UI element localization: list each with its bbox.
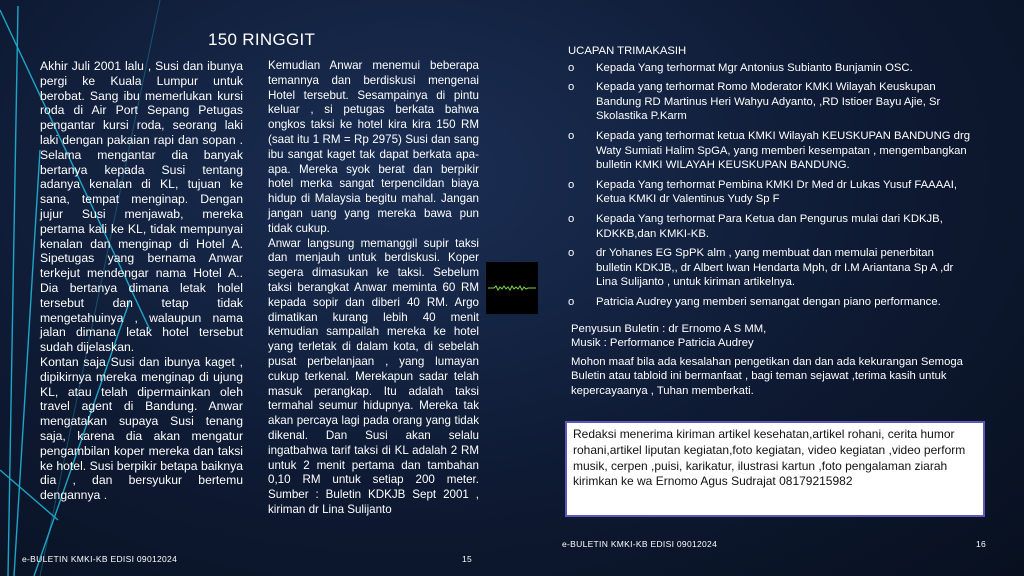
thanks-list [568,61,972,310]
list-item: o Kepada yang terhormat ketua KMKI Wilayah KEUSKUPAN BANDUNG drg Waty Sumiati Halim SpGA, yang memberi kesempatan , mengembangkan bulletin KMKI WILAYAH KEUSKUPAN BANDUNG. [568,129,970,172]
bullet: o [568,61,575,74]
page-number-left: 15 [462,554,473,564]
bullet: o [568,81,575,94]
compiler-credit: Penyusun Buletin : dr Ernomo A S MM, [571,322,767,335]
music-credit: Musik : Performance Patricia Audrey [571,337,754,350]
list-item: o Kepada Yang terhormat Para Ketua dan Pengurus mulai dari KDKJB, KDKKB,dan KMKI-KB. [568,212,943,240]
list-item: o Kepada yang terhormat Romo Moderator KMKI Wilayah Keuskupan Bandung RD Martinus Heri Wahyu Adyanto, ,RD Istioer Bayu Ajie, Sr Skolastika P.Karm [568,81,941,123]
list-item: o Patricia Audrey yang memberi semangat dengan piano performance. [568,295,941,308]
article-column-1 [40,59,243,503]
closing-note: Mohon maaf bila ada kesalahan pengetikan dan dan ada kekurangan Semoga Buletin atau tabloid ini bermanfaat , bagi teman sejawat ,terima kasih untuk kepercayaanya , Tuhan memberkati. [571,355,963,397]
bullet: o [568,295,575,308]
bullet: o [568,178,575,191]
article-paragraph: Kemudian Anwar menemui beberapa temannya dan berdiskusi mengenai Hotel tersebut. Sesampainya di pintu keluar , si petugas berkata bahwa ongkos taksi ke hotel kira kira 150 RM (saat itu 1 RM = Rp 2975) Susi dan sang ibu sangat kaget tak dapat berkata apa-apa. Mereka syok berat dan berpikir hotel merka sangat terpencildan biaya hidup di Malaysia begitu mahal. Jangan jangan uang yang mereka bawa pun tidak cukup. [268,59,479,235]
bullet: o [568,129,575,142]
list-item: o Kepada Yang terhormat Pembina KMKI Dr Med dr Lukas Yusuf FAAAAI, Ketua KMKI dr Valentinus Yudy Sp F [568,178,958,206]
list-item: o Kepada Yang terhormat Mgr Antonius Subianto Bunjamin OSC. [568,61,913,74]
article-paragraph: Kontan saja Susi dan ibunya kaget , dipikirnya mereka menginap di ujung KL, atau telah dipermainkan oleh travel agent di Bandung. Anwar mengatakan supaya Susi tenang saja, karena dia akan mengatur pengambilan koper mereka dan taksi ke hotel. Susi berpikir betapa baiknya dia , dan bersyukur bertemu dengannya . [40,354,243,503]
bullet: o [568,212,575,225]
article-paragraph: Anwar langsung memanggil supir taksi dan menjauh untuk berdiskusi. Koper segera dimasukan ke taksi. Sebelum taksi berangkat Anwar meminta 60 RM kepada sopir dan diberi 40 RM. Argo dimatikan kurang lebih 40 menit kemudian sampailah mereka ke hotel yang terletak di dalam kota, di sebelah pusat perbelanjaan , yang lumayan cukup terkenal. Merekapun sadar telah masuk perangkap. Itu adalah taksi termahal seumur hidupnya. Mereka tak akan percaya lagi pada orang yang tidak dikenal. Dan Susi akan selalu ingatbahwa tarif taksi di KL adalah 2 RM untuk 2 menit pertama dan tambahan 0,10 RM untuk setiap 200 meter. Sumber : Buletin KDKJB Sept 2001 , kiriman dr Lina Sulijanto [268,236,479,516]
footer-right: e-BULETIN KMKI-KB EDISI 09012024 [562,539,718,549]
list-item: o dr Yohanes EG SpPK alm , yang membuat dan memulai penerbitan bulletin KDKJB,, dr Albert Iwan Hendarta Mph, dr I.M Ariantana Sp A ,dr Lina Sulijanto , untuk kiriman artikelnya. [568,247,954,289]
article-paragraph: Akhir Juli 2001 lalu , Susi dan ibunya pergi ke Kuala Lumpur untuk berobat. Sang ibu memerlukan kursi roda di Air Port Sepang Petugas pengantar kursi roda, seorang laki laki dengan pakaian rapi dan sopan . Selama mengantar dia banyak bertanya kepada Susi tentang adanya kenalan di KL, tujuan ke sana, tempat menginap. Dengan jujur Susi menjawab, mereka pertama kali ke KL, tidak mempunyai kenalan dan menginap di Hotel A. Sipetugas yang bernama Anwar terkejut mendengar nama Hotel A.. Dia bertanya dimana letak holel tersebut dan tetap tidak mengetahuinya , walaupun nama jalan dimana letak hotel tersebut sudah dijelaskan. [40,59,243,355]
thanks-section [568,44,972,410]
article-column-2 [268,59,479,518]
article-title: 150 RINGGIT [208,30,316,49]
submission-info-box: Redaksi menerima kiriman artikel kesehatan,artikel rohani, cerita humor rohani,artikel liputan kegiatan,foto kegiatan, video kegiatan ,video perform musik, cerpen ,puisi, karikatur, ilustrasi kartun ,foto pengalaman ziarah kirimkan ke wa Ernomo Agus Sudrajat 08179215982 [565,421,985,517]
thanks-heading: UCAPAN TRIMAKASIH [568,45,687,57]
footer-left: e-BULETIN KMKI-KB EDISI 09012024 [22,554,178,564]
bullet: o [568,247,575,260]
page-number-right: 16 [976,539,987,549]
audio-waveform-icon[interactable] [486,262,538,314]
credits [568,322,972,351]
